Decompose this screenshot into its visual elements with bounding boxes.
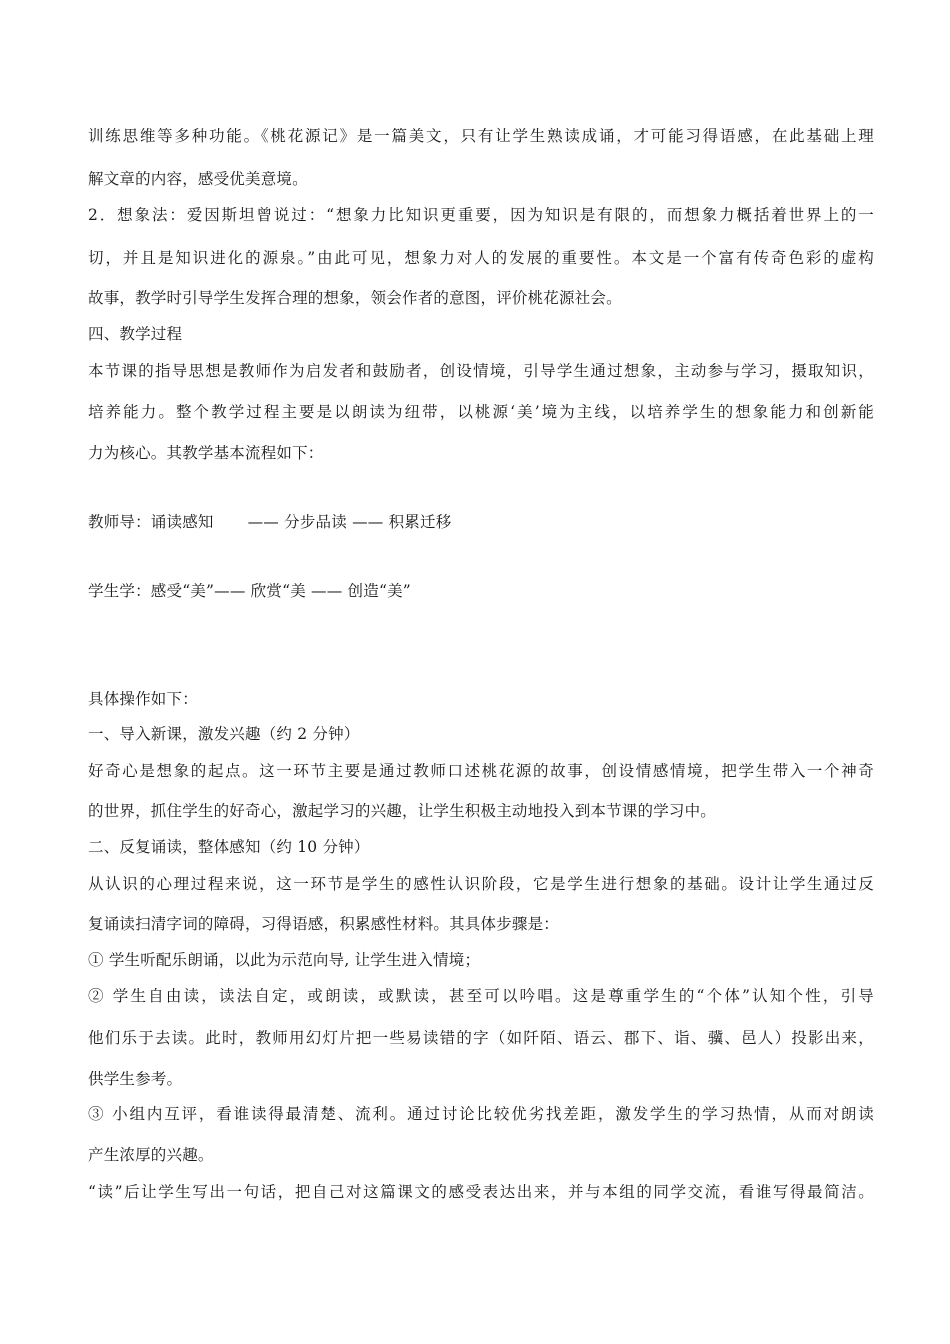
student-flow: 学生学：感受“美”—— 欣赏“美 —— 创造“美” (88, 582, 411, 600)
step-item: ② 学生自由读，读法自定，或朗读，或默读，甚至可以吟唱。这是尊重学生的“个体”认知个性，引导 (88, 987, 874, 1005)
teacher-flow (88, 511, 888, 533)
teacher-flow-label: 教师导：诵读感知 (88, 513, 214, 531)
step-item: ① 学生听配乐朗诵，以此为示范向导, 让学生进入情境； (88, 951, 481, 969)
paragraph-line: 力为核心。其教学基本流程如下： (88, 444, 324, 462)
paragraph-line: 好奇心是想象的起点。这一环节主要是通过教师口述桃花源的故事，创设情感情境，把学生带入一个神奇 (88, 762, 874, 780)
paragraph-line: 培养能力。整个教学过程主要是以朗读为纽带，以桃源‘美’境为主线，以培养学生的想象能力和创新能 (88, 403, 874, 421)
subsection-heading: 二、反复诵读，整体感知（约 10 分钟） (88, 838, 370, 856)
paragraph-line: 产生浓厚的兴趣。 (88, 1146, 214, 1164)
paragraph-line: “读”后让学生写出一句话，把自己对这篇课文的感受表达出来，并与本组的同学交流，看谁写得最简洁。 (88, 1183, 874, 1201)
paragraph-line: 复诵读扫清字词的障碍，习得语感，积累感性材料。其具体步骤是： (88, 915, 560, 933)
paragraph-line: 他们乐于去读。此时，教师用幻灯片把一些易读错的字（如阡陌、语云、郡下、诣、骥、邑人）投影出来， (88, 1029, 874, 1047)
paragraph-line: 训练思维等多种功能。《桃花源记》是一篇美文，只有让学生熟读成诵，才可能习得语感，在此基础上理 (88, 127, 874, 145)
teacher-flow-steps: —— 分步品读 —— 积累迁移 (247, 513, 452, 531)
paragraph-line: 的世界，抓住学生的好奇心，激起学习的兴趣，让学生积极主动地投入到本节课的学习中。 (88, 802, 717, 820)
paragraph-line: 故事，教学时引导学生发挥合理的想象，领会作者的意图，评价桃花源社会。 (88, 289, 622, 307)
paragraph-line: 本节课的指导思想是教师作为启发者和鼓励者，创设情境，引导学生通过想象，主动参与学习，摄取知识， (88, 362, 874, 380)
step-item: ③ 小组内互评，看谁读得最清楚、流利。通过讨论比较优劣找差距，激发学生的学习热情，从而对朗读 (88, 1105, 874, 1123)
paragraph-line: 从认识的心理过程来说，这一环节是学生的感性认识阶段，它是学生进行想象的基础。设计让学生通过反 (88, 875, 874, 893)
subsection-heading: 一、导入新课，激发兴趣（约 2 分钟） (88, 725, 360, 743)
paragraph-line: 解文章的内容，感受优美意境。 (88, 170, 308, 188)
paragraph-line: 切，并且是知识进化的源泉。”由此可见，想象力对人的发展的重要性。本文是一个富有传奇色彩的虚构 (88, 249, 874, 267)
paragraph-line: 2．想象法：爱因斯坦曾说过：“想象力比知识更重要，因为知识是有限的，而想象力概括着世界上的一 (88, 206, 874, 224)
section-heading: 四、教学过程 (88, 325, 183, 343)
paragraph-line: 供学生参考。 (88, 1070, 183, 1088)
paragraph-line: 具体操作如下： (88, 690, 198, 708)
